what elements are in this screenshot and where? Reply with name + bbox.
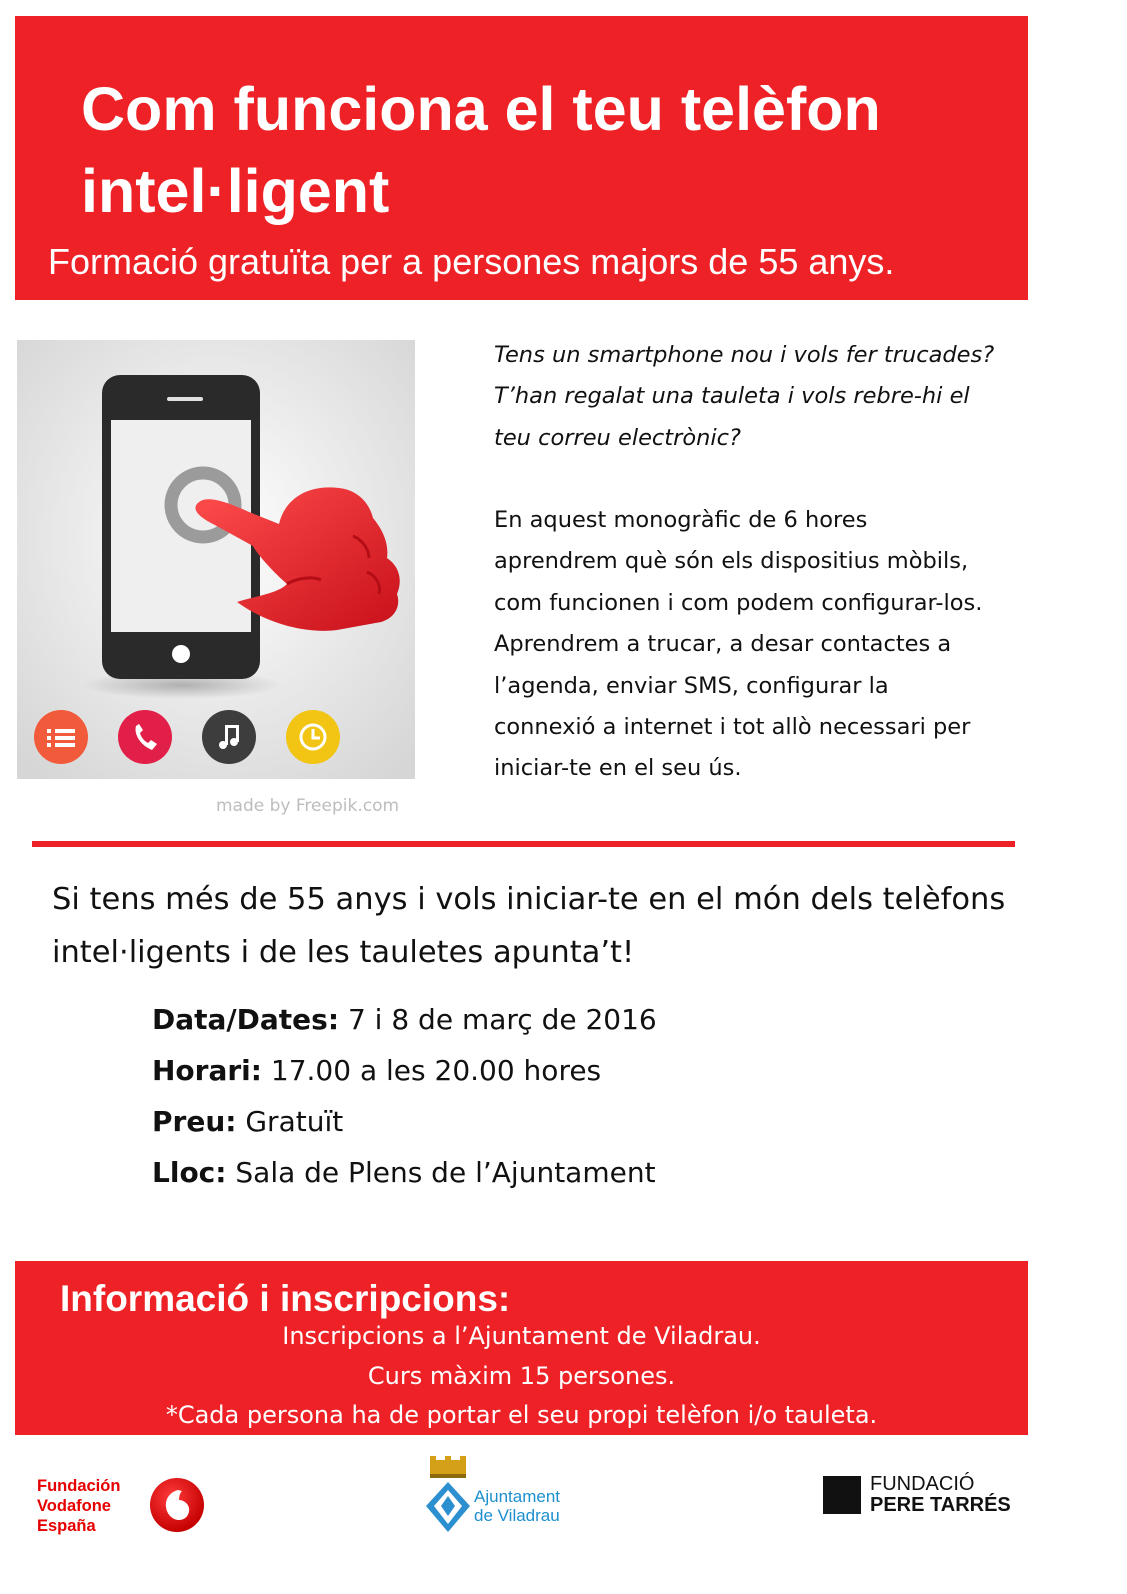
detail-price: [152, 1096, 657, 1147]
smartphone-illustration: [17, 340, 415, 779]
logo-text-line: Vodafone: [37, 1497, 111, 1515]
clock-icon: [286, 710, 340, 764]
pere-tarres-logo-text: [870, 1474, 1011, 1516]
intro-questions: [494, 335, 1054, 459]
logo-text-line: España: [37, 1517, 96, 1535]
music-note-icon: [202, 710, 256, 764]
cta-line-1: Si tens més de 55 anys i vols iniciar-te en el món dels telèfons: [52, 882, 1006, 917]
description-line: aprendrem què són els dispositius mòbils,: [494, 548, 969, 575]
info-line: Curs màxim 15 persones.: [367, 1361, 676, 1390]
logo-text-line: FUNDACIÓ: [870, 1473, 975, 1495]
ajuntament-logo-text: [474, 1487, 560, 1525]
logo-text-line: de Viladrau: [474, 1506, 560, 1525]
detail-label: Data/Dates:: [152, 1003, 340, 1036]
detail-value: 17.00 a les 20.00 hores: [270, 1054, 602, 1087]
title-line-1: Com funciona el teu telèfon: [81, 75, 881, 143]
intro-line: T’han regalat una tauleta i vols rebre-hi el: [494, 383, 970, 410]
ajuntament-viladrau-logo: [424, 1456, 594, 1536]
description-line: Aprendrem a trucar, a desar contactes a: [494, 631, 952, 658]
detail-value: 7 i 8 de març de 2016: [347, 1003, 657, 1036]
header-banner: [15, 16, 1028, 300]
course-details: [152, 994, 657, 1198]
list-icon: [34, 710, 88, 764]
black-square-icon: [823, 1476, 861, 1514]
logo-text-line: Fundación: [37, 1477, 121, 1495]
description-line: iniciar-te en el seu ús.: [494, 755, 742, 782]
info-line: Inscripcions a l’Ajuntament de Viladrau.: [282, 1322, 761, 1350]
phone-icon: [118, 710, 172, 764]
description-line: En aquest monogràfic de 6 hores: [494, 507, 868, 533]
detail-value: Gratuït: [245, 1105, 344, 1138]
vodafone-logo-text: [37, 1476, 120, 1536]
title-line-2: intel·ligent: [81, 157, 390, 225]
description-line: connexió a internet i tot allò necessari per: [494, 714, 971, 741]
detail-label: Preu:: [152, 1105, 237, 1138]
image-credit: made by Freepik.com: [216, 796, 400, 816]
detail-label: Lloc:: [152, 1156, 227, 1189]
detail-schedule: [152, 1045, 657, 1096]
detail-place: [152, 1147, 657, 1198]
pere-tarres-foundation-logo: [823, 1474, 1043, 1518]
call-to-action: [52, 873, 1072, 979]
detail-dates: [152, 994, 657, 1045]
course-description: [494, 500, 1054, 790]
info-title: Informació i inscripcions:: [60, 1278, 511, 1319]
page-subtitle: Formació gratuïta per a persones majors de 55 anys.: [48, 241, 895, 282]
intro-line: teu correu electrònic?: [494, 424, 741, 451]
page-title: [81, 68, 981, 232]
intro-line: Tens un smartphone nou i vols fer trucades?: [494, 342, 995, 368]
detail-label: Horari:: [152, 1054, 262, 1087]
description-line: l’agenda, enviar SMS, configurar la: [494, 672, 889, 699]
detail-value: Sala de Plens de l’Ajuntament: [235, 1156, 656, 1189]
coat-of-arms-icon: [424, 1456, 472, 1538]
cta-line-2: intel·ligents i de les tauletes apunta’t!: [52, 935, 635, 970]
logo-text-line: PERE TARRÉS: [870, 1494, 1011, 1516]
info-line: *Cada persona ha de portar el seu propi telèfon i/o tauleta.: [165, 1401, 878, 1429]
description-line: com funcionen i com podem configurar-los.: [494, 589, 983, 616]
logo-text-line: Ajuntament: [474, 1487, 560, 1506]
vodafone-speechmark-icon: [148, 1476, 206, 1534]
section-divider: [32, 841, 1015, 847]
info-banner: [15, 1261, 1028, 1435]
vodafone-foundation-logo: [37, 1474, 217, 1544]
info-lines: [15, 1317, 1028, 1436]
